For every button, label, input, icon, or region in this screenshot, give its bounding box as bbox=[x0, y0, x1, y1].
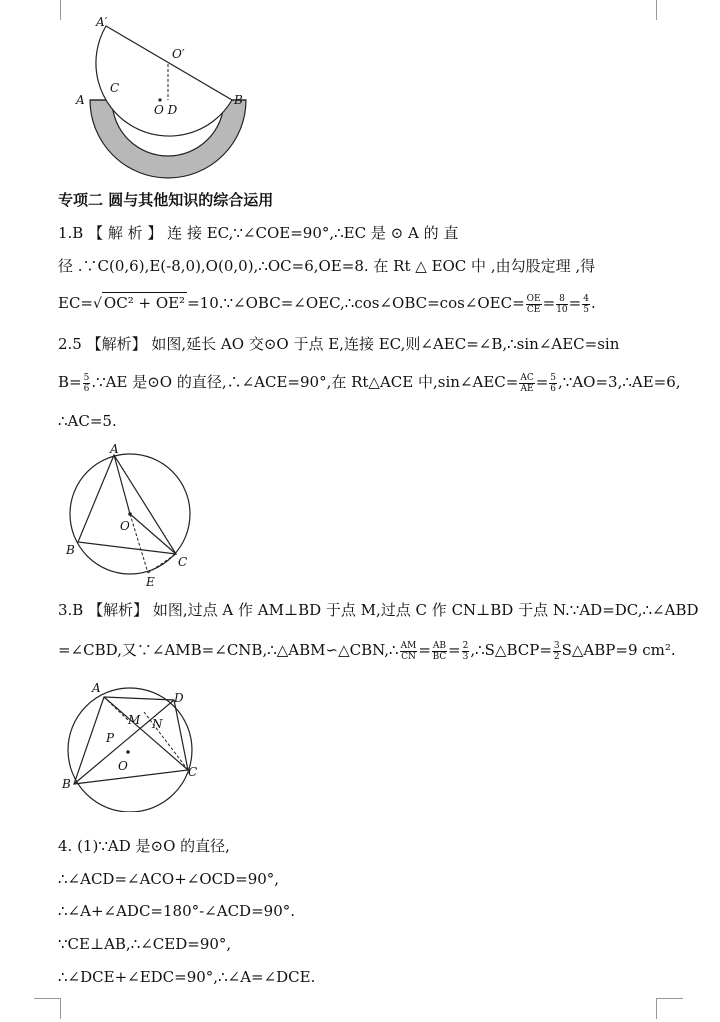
q3-line1: 3.B 【解析】 如图,过点 A 作 AM⊥BD 于点 M,过点 C 作 CN⊥BD 于点 N.∵AD=DC,∴∠ABD bbox=[58, 601, 699, 619]
label-OD: O D bbox=[154, 103, 178, 117]
label-E: E bbox=[146, 575, 155, 589]
corner-mark-bottom-left bbox=[34, 998, 61, 1019]
label-B: B bbox=[66, 543, 75, 557]
label-N: N bbox=[152, 717, 163, 731]
q2-frac-5-6: $\frac{5}{6}$ bbox=[83, 372, 90, 394]
label-A-prime: A′ bbox=[96, 15, 108, 29]
q3-frac-am-cn: $\frac{AM}{CN}$ bbox=[400, 640, 417, 662]
label-M: M bbox=[128, 713, 141, 727]
q2-frac-5-6b: $\frac{5}{6}$ bbox=[550, 372, 557, 394]
q3-frac-ab-bc: $\frac{AB}{BC}$ bbox=[432, 640, 447, 662]
figure-circle-triangle bbox=[58, 442, 208, 592]
q1-frac-oe-ce: $\frac{OE}{CE}$ bbox=[526, 293, 541, 315]
label-P: P bbox=[106, 731, 115, 745]
q2-frac-ac-ae: $\frac{AC}{AE}$ bbox=[520, 372, 534, 394]
label-D: D bbox=[174, 691, 184, 705]
q1-line3: EC=√ OC² + OE² =10.∵∠OBC=∠OEC,∴cos∠OBC=cos∠OEC= $\frac{OE}{CE}$ = $\frac{8}{10}$ = $\frac{4}{5}$ . bbox=[58, 293, 596, 315]
label-C: C bbox=[188, 765, 198, 779]
q3-line2: =∠CBD,又∵∠AMB=∠CNB,∴△ABM∽△CBN,∴ $\frac{AM}{CN}$ = $\frac{AB}{BC}$ = $\frac{2}{3}$ ,∴S△BCP= $\frac{3}{2}$ S△ABP=9 cm². bbox=[58, 640, 676, 662]
q3-frac-2-3: $\frac{2}{3}$ bbox=[462, 640, 469, 662]
point-O bbox=[128, 512, 132, 516]
q4-line4: ∵CE⊥AB,∴∠CED=90°, bbox=[58, 935, 232, 953]
label-A: A bbox=[76, 93, 85, 107]
segment-OE bbox=[130, 514, 148, 573]
corner-mark-bottom-right bbox=[656, 998, 683, 1019]
q4-line2: ∴∠ACD=∠ACO+∠OCD=90°, bbox=[58, 870, 280, 888]
segment-AO bbox=[114, 455, 130, 514]
q1-line1: 1.B 【 解 析 】 连 接 EC,∵∠COE=90°,∴EC 是 ⊙ A 的 直 bbox=[58, 224, 459, 242]
segment-AM bbox=[104, 697, 130, 722]
q2-line3: ∴AC=5. bbox=[58, 412, 117, 430]
q1-sqrt: OC² + OE² bbox=[103, 294, 186, 312]
label-O: O bbox=[120, 519, 130, 533]
q2-line2: B= $\frac{5}{6}$ .∵AE 是⊙O 的直径,∴∠ACE=90°,在 Rt△ACE 中,sin∠AEC= $\frac{AC}{AE}$ = $\frac{5}{6}$ ,∵AO=3,∴AE=6, bbox=[58, 372, 681, 394]
q4-line1: 4. (1)∵AD 是⊙O 的直径, bbox=[58, 837, 230, 855]
label-O-prime: O′ bbox=[172, 47, 185, 61]
q3-frac-3-2: $\frac{3}{2}$ bbox=[553, 640, 560, 662]
q1-frac-4-5: $\frac{4}{5}$ bbox=[583, 293, 589, 315]
q1-mid: =10.∵∠OBC=∠OEC,∴cos∠OBC=cos∠OEC= bbox=[187, 294, 525, 312]
label-B: B bbox=[62, 777, 71, 791]
label-C: C bbox=[178, 555, 188, 569]
point-O bbox=[126, 750, 130, 754]
label-A: A bbox=[110, 442, 119, 456]
q2-line1: 2.5 【解析】 如图,延长 AO 交⊙O 于点 E,连接 EC,则∠AEC=∠B,∴sin∠AEC=sin bbox=[58, 335, 620, 353]
corner-mark-top-left bbox=[34, 0, 61, 20]
segment-CN bbox=[144, 712, 188, 770]
corner-mark-top-right bbox=[656, 0, 683, 20]
center-point bbox=[158, 98, 161, 101]
q1-frac-8-10: $\frac{8}{10}$ bbox=[556, 293, 568, 315]
circle-O bbox=[68, 688, 192, 812]
label-A: A bbox=[92, 681, 101, 695]
q1-line2: 径 .∵C(0,6),E(-8,0),O(0,0),∴OC=6,OE=8. 在 Rt △ EOC 中 ,由勾股定理 ,得 bbox=[58, 257, 596, 275]
q4-line5: ∴∠DCE+∠EDC=90°,∴∠A=∠DCE. bbox=[58, 968, 316, 986]
segment-OC bbox=[130, 514, 176, 554]
label-B: B bbox=[234, 93, 243, 107]
section-title: 专项二 圆与其他知识的综合运用 bbox=[58, 191, 274, 209]
q4-line3: ∴∠A+∠ADC=180°-∠ACD=90°. bbox=[58, 902, 296, 920]
quadrilateral-ABCD bbox=[74, 697, 188, 784]
label-O: O bbox=[118, 759, 128, 773]
label-C: C bbox=[110, 81, 120, 95]
figure-rotated-semicircle bbox=[72, 8, 262, 180]
q1-ec-eq: EC= bbox=[58, 294, 93, 312]
figure-cyclic-quadrilateral bbox=[58, 680, 208, 812]
